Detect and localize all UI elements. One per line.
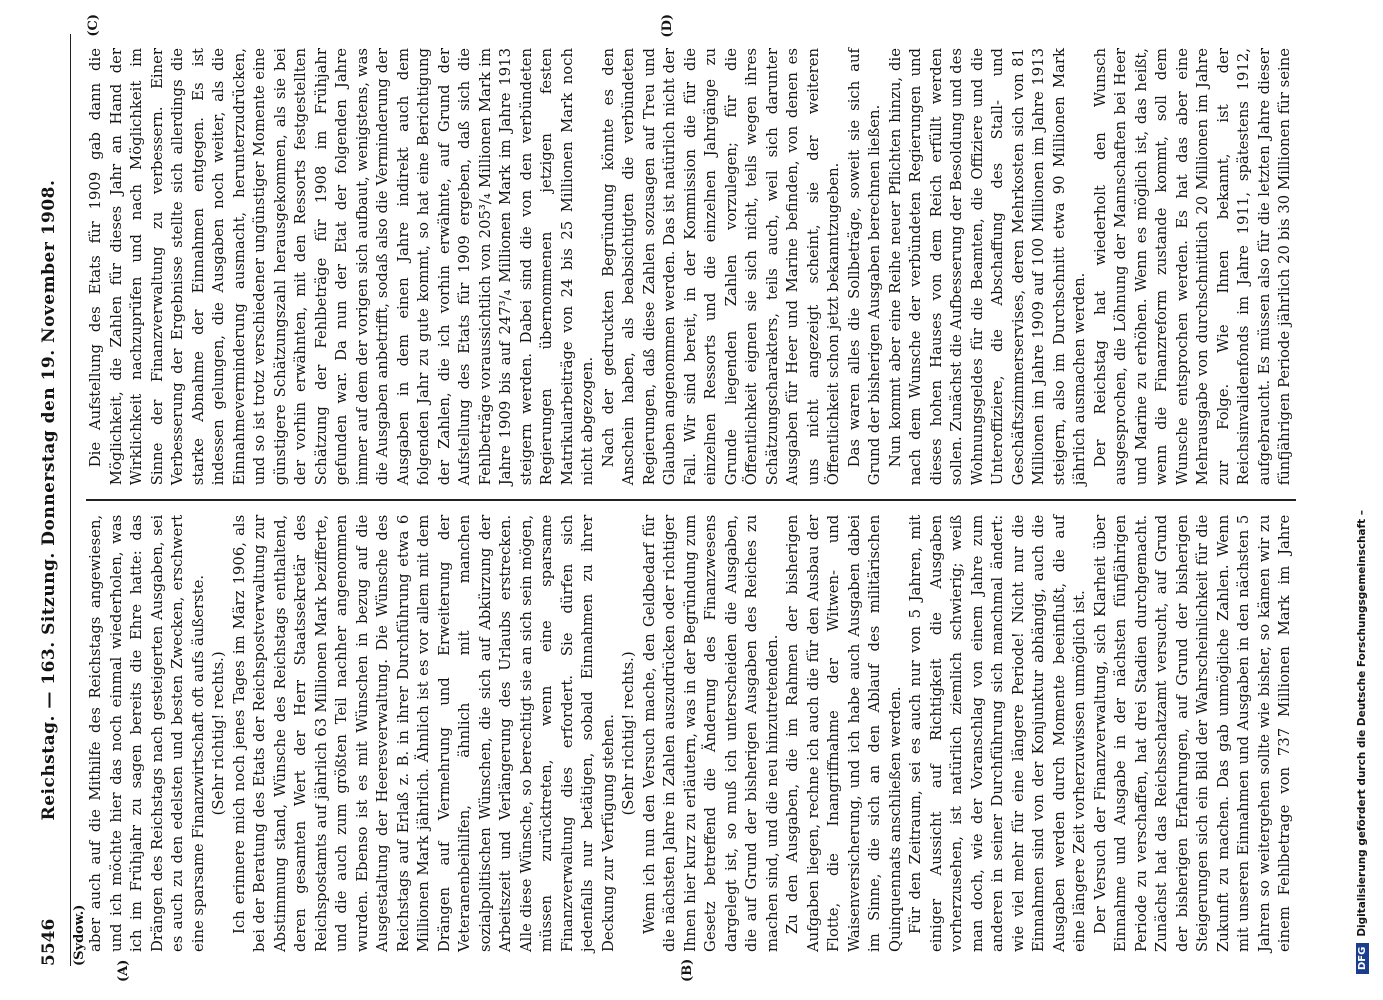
- paragraph: (Sehr richtig! rechts.): [210, 651, 227, 816]
- paragraph: Zu den Ausgaben, die im Rahmen der bisherigen Aufgaben liegen, rechne ich auch die für den Ausbau der Flotte, die Inangriffnahme der Witwen- und Waisenversicherung, und ich habe auch Ausgaben dabei im Sinne, die sich an den Ablauf des militärischen Quinquennats anschließen werden.: [784, 514, 904, 952]
- right-column: [86, 34, 1296, 499]
- margin-mark-c: (C): [86, 14, 101, 37]
- paragraph: Der Reichstag hat wiederholt den Wunsch ausgesprochen, die Löhnung der Mannschaften bei Heer und Marine zu erhöhen. Wenn es möglich ist, das heißt, wenn die Finanzreform zustande kommt, soll dem Wunsche entsprochen werden. Es hat das aber eine Mehrausgabe von durchschnittlich 20 Millionen im Jahre zur Folge. Wie Ihnen bekannt, ist der Reichsinvalidenfonds im Jahre 1911, spätestens 1912, aufgebraucht. Es müssen also für die letzten Jahre dieser fünfjährigen Periode jährlich 20 bis 30 Millionen für seine: [1091, 48, 1293, 486]
- running-title: Reichstag. — 163. Sitzung. Donnerstag den 19. November 1908.: [39, 179, 59, 821]
- margin-mark-d: (D): [660, 14, 675, 38]
- newspaper-page: [20, 14, 1310, 982]
- paragraph: Nun kommt aber eine Reihe neuer Pflichten hinzu, die nach dem Wunsche der verbündeten Regierungen und dieses hohen Hauses von dem Reich erfüllt werden sollen. Zunächst die Aufbesserung der Besoldung und des Wohnungsgeldes für die Beamten, die Offiziere und die Unteroffiziere, die Abschaffung des Stall- und Geschäftszimmerservises, deren Mehrkosten sich von 81 Millionen im Jahre 1909 auf 100 Millionen im Jahre 1913 steigern, also im Durchschnitt etwa 90 Millionen Mark jährlich ausmachen werden.: [886, 48, 1088, 486]
- margin-mark-b: (B): [680, 958, 695, 982]
- margin-mark-a: (A): [116, 959, 131, 982]
- speaker-name: (Sydow.): [72, 904, 87, 966]
- text-columns: [86, 34, 1296, 966]
- left-column: [86, 501, 1296, 966]
- paragraph: Für den Zeitraum, sei es auch nur von 5 Jahren, mit einiger Aussicht auf Richtigkeit die Ausgaben vorherzusehen, ist natürlich ziemlich schwierig; weiß man doch, wie der Voranschlag von einem Jahre zum anderen in seiner Durchführung sich manchmal ändert: wie viel mehr für eine längere Periode! Nicht nur die Einnahmen sind von der Konjunktur abhängig, auch die Ausgaben werden durch Momente beeinflußt, die auf eine längere Zeit vorherzuwissen unmöglich ist.: [907, 514, 1088, 952]
- paragraph: (Sehr richtig! rechts.): [620, 651, 637, 816]
- stamp-text: Digitalisierung gefördert durch die Deutsche Forschungsgemeinschaft –: [1356, 509, 1368, 937]
- paragraph: Wenn ich nun den Versuch mache, den Geldbedarf für die nächsten Jahre in Zahlen auszudrücken oder richtiger Ihnen hier kurz zu erläutern, was in der Begründung zum Gesetz betreffend die Änderung des Finanzwesens dargelegt ist, so muß ich unterscheiden die Ausgaben, die auf Grund der bisherigen Ausgaben des Reiches zu machen sind, und die neu hinzutretenden.: [640, 514, 781, 952]
- paragraph: Der Versuch der Finanzverwaltung, sich Klarheit über Einnahme und Ausgabe in der nächsten fünfjährigen Periode zu verschaffen, hat drei Stadien durchgemacht. Zunächst hat das Reichsschatzamt versucht, auf Grund der bisherigen Erfahrungen, auf Grund der bisherigen Steigerungen sich ein Bild der Wahrscheinlichkeit für die Zukunft zu machen. Das gab unmögliche Zahlen. Wenn mit unseren Einnahmen und Ausgaben in den nächsten 5 Jahren so weitergehen sollte wie bisher, so kämen wir zu einem Fehlbetrage von 737 Millionen Mark im Jahre: [1091, 514, 1293, 952]
- paragraph: Nach der gedruckten Begründung könnte es den Anschein haben, als beabsichtigten die verbündeten Regierungen, daß diese Zahlen sozusagen auf Treu und Glauben angenommen werden. Das ist natürlich nicht der Fall. Wir sind bereit, in der Kommission die für die einzelnen Ressorts und die einzelnen Jahrgänge zu Grunde liegenden Zahlen vorzulegen; für die Öffentlichkeit eignen sie sich nicht, teils wegen ihres Schätzungscharakters, teils auch, weil sich darunter Ausgaben für Heer und Marine befinden, von denen es uns nicht angezeigt scheint, sie der weiteren Öffentlichkeit schon jetzt bekanntzugeben.: [599, 48, 842, 486]
- digitization-stamp: [1348, 10, 1376, 974]
- paragraph: aber auch auf die Mithilfe des Reichstags angewiesen, und ich möchte hier das noch einmal wiederholen, was ich im Frühjahr zu sagen bereits die Ehre hatte: das Drängen des Reichstags nach gesteigerten Ausgaben, sei es auch zu den edelsten und besten Zwecken, erschwert eine sparsame Finanzwirtschaft oft aufs äußerste.: [87, 514, 207, 952]
- page-header: [28, 34, 87, 966]
- column-rule: [86, 499, 1296, 501]
- paragraph: Das waren alles die Sollbeträge, soweit sie sich auf Grund der bisherigen Ausgaben berechnen ließen.: [845, 48, 883, 486]
- page-number: 5546: [39, 918, 59, 966]
- paragraph: Ich erinnere mich noch jenes Tages im März 1906, als bei der Beratung des Etats der Reichspostverwaltung zur Abstimmung stand, Wünsche des Reichstags enthaltend, deren gesamten Wert der Herr Staatssekretär des Reichspostamts auf jährlich 63 Millionen Mark bezifferte, und die auch zum größten Teil nachher angenommen wurden. Ebenso ist es mit Wünschen in bezug auf die Ausgestaltung der Heeresverwaltung. Die Wünsche des Reichstags auf Erlaß z. B. in ihrer Durchführung etwa 6 Millionen Mark jährlich. Ähnlich ist es vor allem mit dem Drängen auf Vermehrung und Erweiterung der Veteranenbeihilfen, ähnlich mit manchen sozialpolitischen Wünschen, die sich auf Abkürzung der Arbeitszeit und Verlängerung des Urlaubs erstrecken. Alle diese Wünsche, so berechtigt sie an sich sein mögen, müssen zurücktreten, wenn eine sparsame Finanzverwaltung dies erfordert. Sie dürfen sich jedenfalls nur betätigen, sobald Einnahmen zu ihrer Deckung zur Verfügung stehen.: [230, 514, 617, 952]
- dfg-logo: DFG: [1356, 943, 1369, 974]
- paragraph: Die Aufstellung des Etats für 1909 gab dann die Möglichkeit, die Zahlen für dieses Jahr an Hand der Wirklichkeit nachzuprüfen und nach Möglichkeit im Sinne der Finanzverwaltung zu verbessern. Einer Verbesserung der Ergebnisse stellte sich allerdings die starke Abnahme der Einnahmen entgegen. Es ist indessen gelungen, die Ausgaben noch weiter, als die Einnahmeverminderung ausmacht, herunterzudrücken, und so ist trotz verschiedener ungünstiger Momente eine günstigere Schätzungszahl herausgekommen, als sie bei der vorhin erwähnten, mit den Ressorts festgestellten Schätzung der Fehlbeträge für 1908 im Frühjahr gefunden war. Da nun der Etat der folgenden Jahre immer auf dem der vorigen sich aufbaut, wenigstens, was die Ausgaben anbetrifft, sodaß also die Verminderung der Ausgaben in dem einen Jahre indirekt auch dem folgenden Jahr zu gute kommt, so hat eine Berichtigung der Zahlen, die ich vorhin erwähnte, auf Grund der Aufstellung des Etats für 1909 ergeben, daß sich die Fehlbeträge voraussichtlich von 205³/₄ Millionen Mark im Jahre 1909 bis auf 247³/₄ Millionen Mark im Jahre 1913 steigern werden. Dabei sind die von den verbündeten Regierungen übernommenen jetzigen festen Matrikularbeiträge von 24 bis 25 Millionen Mark noch nicht abgezogen.: [87, 48, 596, 486]
